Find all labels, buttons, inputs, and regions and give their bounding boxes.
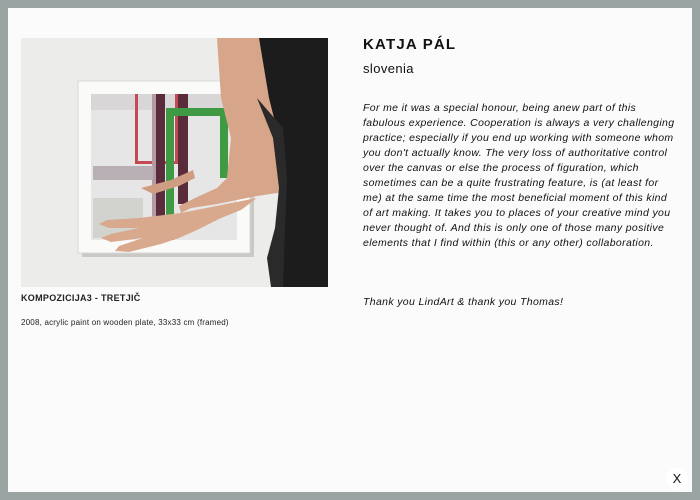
- artist-country: slovenia: [363, 61, 414, 76]
- close-button[interactable]: [666, 468, 688, 490]
- artwork-photo: [21, 38, 328, 287]
- artist-name: KATJA PÁL: [363, 36, 457, 53]
- artwork-details: 2008, acrylic paint on wooden plate, 33x33 cm (framed): [21, 318, 229, 327]
- artwork-title: KOMPOZICIJA3 - TRETJIČ: [21, 293, 141, 303]
- artist-statement: For me it was a special honour, being anew part of this fabulous experience. Cooperation is always a very challenging practice; especially if you end up working with someone whom you don't actually know. The very loss of authoritative control over the canvas or else the process of figuration, which sometimes can be a quite frustrating feature, is (at least for me) at the same time the most beneficial moment of this kind of art making. It takes you to places of your creative mind you never thought of. And this is only one of those many positive elements that I find within (this or any other) collaboration.: [363, 102, 675, 249]
- close-icon: X: [672, 471, 682, 486]
- thank-you-note: Thank you LindArt & thank you Thomas!: [363, 296, 564, 308]
- artwork-detail-panel: [8, 8, 692, 492]
